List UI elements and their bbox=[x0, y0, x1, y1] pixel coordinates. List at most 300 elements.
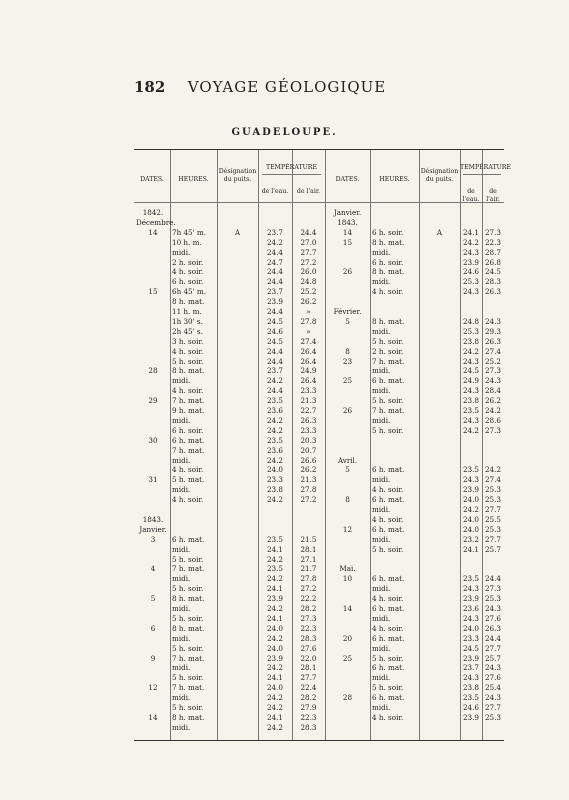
right-row-45-col-1: 5 h. soir. bbox=[372, 653, 404, 663]
left-row-48-col-4: 22.4 bbox=[300, 683, 317, 693]
left-row-42-col-1: 8 h. mat. bbox=[172, 623, 205, 633]
right-row-14-col-0: 8 bbox=[345, 346, 350, 356]
right-row-50-col-1: midi. bbox=[372, 703, 391, 712]
left-row-16-col-1: 8 h. mat. bbox=[172, 366, 205, 376]
left-row-19-col-0: 29 bbox=[148, 396, 158, 406]
left-row-13-col-1: 3 h. soir. bbox=[172, 336, 204, 346]
left-row-34-col-3: 24.1 bbox=[266, 544, 283, 554]
left-row-43-col-1: midi. bbox=[172, 633, 191, 643]
left-row-21-col-1: midi. bbox=[172, 415, 191, 425]
right-row-49-col-1: 6 h. mat. bbox=[372, 693, 405, 703]
right-row-40-col-4: 24.3 bbox=[484, 604, 501, 613]
left-row-40-col-4: 28.2 bbox=[300, 604, 317, 613]
right-row-34-col-4: 25.7 bbox=[484, 544, 501, 554]
left-row-18-col-3: 24.4 bbox=[266, 386, 283, 396]
left-row-27-col-0: 31 bbox=[148, 475, 158, 485]
right-row-2-col-0: 14 bbox=[342, 227, 353, 237]
right-row-28-col-3: 23.9 bbox=[462, 485, 479, 495]
right-row-11-col-4: 24.3 bbox=[484, 316, 501, 326]
left-row-44-col-1: 5 h. soir. bbox=[172, 643, 204, 653]
left-row-33-col-0: 3 bbox=[150, 534, 156, 544]
left-row-6-col-1: 4 h. soir. bbox=[172, 267, 204, 277]
right-row-18-col-1: midi. bbox=[372, 386, 391, 396]
right-row-47-col-3: 24.3 bbox=[462, 673, 479, 683]
right-row-3-col-1: 8 h. mat. bbox=[372, 237, 405, 247]
right-row-8-col-3: 24.3 bbox=[462, 287, 479, 297]
left-row-7-col-1: 6 h. soir. bbox=[172, 277, 204, 287]
left-row-34-col-4: 28.1 bbox=[300, 544, 317, 554]
left-row-12-col-4: » bbox=[306, 326, 311, 336]
left-row-8-col-3: 23.7 bbox=[266, 287, 283, 297]
left-row-11-col-1: 1h 30' s. bbox=[172, 316, 203, 326]
right-row-26-col-0: 5 bbox=[345, 465, 350, 475]
right-row-51-col-4: 25.3 bbox=[484, 712, 501, 722]
header-water-right: de l'eau. bbox=[462, 188, 480, 203]
left-row-29-col-4: 27.2 bbox=[300, 495, 317, 505]
right-row-13-col-1: 5 h. soir. bbox=[372, 336, 404, 346]
left-row-45-col-3: 23.9 bbox=[266, 653, 283, 663]
right-row-11-col-1: 8 h. mat. bbox=[372, 316, 405, 326]
left-row-35-col-1: 5 h. soir. bbox=[172, 554, 204, 564]
left-row-4-col-1: midi. bbox=[172, 247, 191, 257]
right-row-28-col-4: 25.3 bbox=[484, 485, 501, 495]
left-row-16-col-0: 28 bbox=[148, 366, 158, 376]
left-row-26-col-3: 24.0 bbox=[266, 465, 283, 475]
right-row-8-col-4: 26.3 bbox=[484, 287, 501, 297]
right-row-17-col-0: 25 bbox=[342, 376, 353, 386]
left-row-7-col-4: 24.8 bbox=[300, 277, 317, 287]
header-air-right: de l'air. bbox=[486, 188, 500, 203]
right-row-2-col-4: 27.3 bbox=[484, 227, 501, 237]
right-row-4-col-3: 24.3 bbox=[462, 247, 479, 257]
left-row-35-col-3: 24.2 bbox=[266, 554, 283, 564]
left-row-19-col-3: 23.5 bbox=[266, 396, 283, 406]
left-row-42-col-0: 6 bbox=[150, 623, 156, 633]
left-row-21-col-3: 24.2 bbox=[266, 415, 283, 425]
right-row-13-col-4: 26.3 bbox=[484, 336, 501, 346]
right-row-17-col-4: 24.3 bbox=[484, 376, 501, 386]
right-row-46-col-4: 24.3 bbox=[484, 663, 501, 673]
left-row-20-col-1: 9 h. mat. bbox=[172, 406, 205, 415]
left-row-26-col-1: 4 h. soir. bbox=[172, 465, 204, 475]
right-row-26-col-1: 6 h. mat. bbox=[372, 465, 405, 475]
right-row-20-col-1: 7 h. mat. bbox=[372, 406, 405, 415]
left-row-24-col-4: 20.7 bbox=[300, 445, 317, 455]
left-row-8-col-4: 25.2 bbox=[300, 287, 317, 297]
right-row-2-col-2: A bbox=[436, 227, 443, 237]
left-row-36-col-0: 4 bbox=[150, 564, 156, 574]
right-row-14-col-4: 27.4 bbox=[484, 346, 501, 356]
right-row-44-col-4: 27.7 bbox=[484, 643, 501, 653]
left-row-49-col-3: 24.2 bbox=[266, 693, 283, 703]
left-row-37-col-4: 27.8 bbox=[300, 574, 317, 584]
left-row-43-col-4: 28.3 bbox=[300, 633, 317, 643]
right-row-48-col-4: 25.4 bbox=[484, 683, 501, 693]
left-row-31-col-0: 1843. bbox=[142, 514, 164, 524]
right-row-33-col-1: midi. bbox=[372, 534, 391, 544]
right-row-3-col-3: 24.2 bbox=[462, 237, 479, 247]
left-row-0-col-0: 1842. bbox=[142, 208, 164, 217]
right-row-25-col-0: Avril. bbox=[337, 455, 358, 465]
left-row-42-col-4: 22.3 bbox=[300, 623, 317, 633]
right-row-18-col-3: 24.3 bbox=[462, 386, 479, 396]
left-row-52-col-1: midi. bbox=[172, 722, 191, 732]
left-row-5-col-4: 27.2 bbox=[300, 257, 317, 267]
right-row-14-col-1: 2 h. soir. bbox=[372, 346, 404, 356]
left-row-48-col-1: 7 h. mat. bbox=[172, 683, 205, 693]
right-row-3-col-4: 22.3 bbox=[484, 237, 501, 247]
right-row-42-col-3: 24.0 bbox=[462, 623, 479, 633]
right-row-4-col-4: 28.7 bbox=[484, 247, 501, 257]
right-row-8-col-1: 4 h. soir. bbox=[372, 287, 404, 297]
right-row-44-col-3: 24.5 bbox=[462, 643, 479, 653]
left-row-15-col-3: 24.4 bbox=[266, 356, 283, 366]
left-row-27-col-4: 21.3 bbox=[300, 475, 317, 485]
left-row-35-col-4: 27.1 bbox=[300, 554, 317, 564]
right-row-16-col-1: midi. bbox=[372, 366, 391, 376]
right-row-40-col-0: 14 bbox=[342, 604, 353, 613]
right-row-39-col-3: 23.9 bbox=[462, 594, 479, 604]
left-row-24-col-3: 23.6 bbox=[266, 445, 283, 455]
left-row-19-col-1: 7 h. mat. bbox=[172, 396, 205, 406]
left-row-22-col-3: 24.2 bbox=[266, 425, 283, 435]
left-row-27-col-1: 5 h. mat. bbox=[172, 475, 205, 485]
left-row-38-col-1: 5 h. soir. bbox=[172, 584, 204, 594]
left-row-25-col-1: midi. bbox=[172, 455, 191, 465]
left-row-14-col-3: 24.4 bbox=[266, 346, 283, 356]
left-row-2-col-0: 14 bbox=[148, 227, 158, 237]
left-row-28-col-4: 27.8 bbox=[300, 485, 317, 495]
right-row-30-col-1: midi. bbox=[372, 505, 391, 514]
right-row-10-col-0: Février. bbox=[333, 307, 362, 316]
left-row-51-col-1: 8 h. mat. bbox=[172, 712, 205, 722]
right-row-45-col-4: 25.7 bbox=[484, 653, 501, 663]
left-row-50-col-4: 27.9 bbox=[300, 703, 317, 712]
left-row-17-col-4: 26.4 bbox=[300, 376, 317, 386]
right-row-33-col-4: 27.7 bbox=[484, 534, 501, 544]
left-row-25-col-4: 26.6 bbox=[300, 455, 317, 465]
right-row-15-col-3: 24.3 bbox=[462, 356, 479, 366]
left-row-38-col-3: 24.1 bbox=[266, 584, 283, 594]
left-row-46-col-1: midi. bbox=[172, 663, 191, 673]
left-row-17-col-3: 24.2 bbox=[266, 376, 283, 386]
right-row-45-col-0: 25 bbox=[342, 653, 353, 663]
left-row-17-col-1: midi. bbox=[172, 376, 191, 386]
right-row-13-col-3: 23.8 bbox=[462, 336, 479, 346]
left-row-51-col-4: 22.3 bbox=[300, 712, 317, 722]
left-row-40-col-3: 24.2 bbox=[266, 604, 283, 613]
right-row-20-col-3: 23.5 bbox=[462, 406, 479, 415]
left-row-10-col-4: » bbox=[306, 307, 311, 316]
right-row-30-col-3: 24.2 bbox=[462, 505, 479, 514]
left-row-3-col-3: 24.2 bbox=[266, 237, 283, 247]
header-dates-left: DATES. bbox=[140, 176, 164, 183]
left-row-37-col-1: midi. bbox=[172, 574, 191, 584]
right-row-49-col-4: 24.3 bbox=[484, 693, 501, 703]
left-row-1-col-0: Décembre. bbox=[136, 217, 176, 227]
right-row-40-col-3: 23.6 bbox=[462, 604, 479, 613]
left-row-39-col-4: 22.2 bbox=[300, 594, 317, 604]
left-row-6-col-4: 26.0 bbox=[300, 267, 317, 277]
left-row-14-col-1: 4 h. soir. bbox=[172, 346, 204, 356]
left-row-47-col-4: 27.7 bbox=[300, 673, 317, 683]
right-row-32-col-4: 25.3 bbox=[484, 524, 501, 534]
left-row-13-col-4: 27.4 bbox=[300, 336, 317, 346]
left-row-11-col-3: 24.5 bbox=[266, 316, 283, 326]
left-row-6-col-3: 24.4 bbox=[266, 267, 283, 277]
left-row-10-col-3: 24.4 bbox=[266, 307, 283, 316]
right-row-15-col-0: 23 bbox=[342, 356, 353, 366]
left-row-8-col-1: 6h 45' m. bbox=[172, 287, 206, 297]
header-water-left: de l'eau. bbox=[261, 188, 289, 195]
left-row-47-col-1: 5 h. soir. bbox=[172, 673, 204, 683]
right-row-17-col-3: 24.9 bbox=[462, 376, 479, 386]
left-row-29-col-1: 4 h. soir. bbox=[172, 495, 204, 505]
left-row-4-col-4: 27.7 bbox=[300, 247, 317, 257]
left-row-12-col-1: 2h 45' s. bbox=[172, 326, 203, 336]
left-row-36-col-4: 21.7 bbox=[300, 564, 317, 574]
header-temperature-right: TEMPÉRATURE bbox=[460, 164, 511, 171]
right-row-21-col-4: 28.6 bbox=[484, 415, 501, 425]
left-row-7-col-3: 24.4 bbox=[266, 277, 283, 287]
right-row-51-col-3: 23.9 bbox=[462, 712, 479, 722]
left-row-12-col-3: 24.6 bbox=[266, 326, 283, 336]
header-hours-right: HEURES. bbox=[379, 176, 410, 183]
right-row-49-col-3: 23.5 bbox=[462, 693, 479, 703]
left-row-4-col-3: 24.4 bbox=[266, 247, 283, 257]
right-row-45-col-3: 23.9 bbox=[462, 653, 479, 663]
left-row-27-col-3: 23.3 bbox=[266, 475, 283, 485]
left-row-14-col-4: 26.4 bbox=[300, 346, 317, 356]
right-row-46-col-1: 6 h. mat. bbox=[372, 663, 405, 673]
left-row-39-col-0: 5 bbox=[150, 594, 156, 604]
left-row-41-col-3: 24.1 bbox=[266, 613, 283, 623]
left-row-21-col-4: 26.3 bbox=[300, 415, 317, 425]
right-row-48-col-3: 23.8 bbox=[462, 683, 479, 693]
right-row-31-col-4: 25.5 bbox=[484, 514, 501, 524]
left-row-5-col-3: 24.7 bbox=[266, 257, 283, 267]
right-row-26-col-3: 23.5 bbox=[462, 465, 479, 475]
right-row-27-col-4: 27.4 bbox=[484, 475, 501, 485]
right-row-19-col-4: 26.2 bbox=[484, 396, 501, 406]
right-row-41-col-1: midi. bbox=[372, 613, 391, 623]
left-row-36-col-1: 7 h. mat. bbox=[172, 564, 205, 574]
left-row-47-col-3: 24.1 bbox=[266, 673, 283, 683]
right-row-6-col-3: 24.6 bbox=[462, 267, 479, 277]
left-row-39-col-3: 23.9 bbox=[266, 594, 283, 604]
right-row-40-col-1: 6 h. mat. bbox=[372, 604, 405, 613]
left-row-19-col-4: 21.3 bbox=[300, 396, 317, 406]
left-row-9-col-4: 26.2 bbox=[300, 297, 317, 307]
left-row-33-col-3: 23.5 bbox=[266, 534, 283, 544]
right-row-5-col-3: 23.9 bbox=[462, 257, 479, 267]
right-row-33-col-3: 23.2 bbox=[462, 534, 479, 544]
right-row-41-col-4: 27.6 bbox=[484, 613, 501, 623]
right-row-38-col-3: 24.3 bbox=[462, 584, 479, 594]
left-row-16-col-3: 23.7 bbox=[266, 366, 283, 376]
right-row-3-col-0: 15 bbox=[342, 237, 353, 247]
left-row-34-col-1: midi. bbox=[172, 544, 191, 554]
left-row-3-col-4: 27.0 bbox=[300, 237, 317, 247]
left-row-33-col-1: 6 h. mat. bbox=[172, 534, 205, 544]
left-row-48-col-0: 12 bbox=[148, 683, 158, 693]
left-row-49-col-4: 28.2 bbox=[300, 693, 317, 703]
left-row-9-col-1: 8 h. mat. bbox=[172, 297, 205, 307]
left-row-2-col-4: 24.4 bbox=[300, 227, 317, 237]
header-hours-left: HEURES. bbox=[178, 176, 209, 183]
right-row-43-col-0: 20 bbox=[342, 633, 353, 643]
right-row-6-col-0: 26 bbox=[342, 267, 353, 277]
right-row-38-col-4: 27.3 bbox=[484, 584, 501, 594]
right-row-30-col-4: 27.7 bbox=[484, 505, 501, 514]
left-row-37-col-3: 24.2 bbox=[266, 574, 283, 584]
right-row-2-col-3: 24.1 bbox=[462, 227, 479, 237]
left-row-23-col-4: 20.3 bbox=[300, 435, 317, 445]
left-row-29-col-3: 24.2 bbox=[266, 495, 283, 505]
right-row-17-col-1: 6 h. mat. bbox=[372, 376, 405, 386]
right-row-29-col-3: 24.0 bbox=[462, 495, 479, 505]
right-row-37-col-1: 6 h. mat. bbox=[372, 574, 405, 584]
left-row-8-col-0: 15 bbox=[148, 287, 158, 297]
right-row-21-col-1: midi. bbox=[372, 415, 391, 425]
left-row-25-col-3: 24.2 bbox=[266, 455, 283, 465]
right-row-2-col-1: 6 h. soir. bbox=[372, 227, 404, 237]
right-row-14-col-3: 24.2 bbox=[462, 346, 479, 356]
left-row-44-col-3: 24.0 bbox=[266, 643, 283, 653]
left-row-46-col-3: 24.2 bbox=[266, 663, 283, 673]
left-row-44-col-4: 27.6 bbox=[300, 643, 317, 653]
left-row-23-col-0: 30 bbox=[148, 435, 158, 445]
right-row-39-col-4: 25.3 bbox=[484, 594, 501, 604]
temperature-table bbox=[134, 149, 511, 741]
left-row-20-col-3: 23.6 bbox=[266, 406, 283, 415]
right-row-37-col-4: 24.4 bbox=[484, 574, 501, 584]
right-row-32-col-1: 6 h. mat. bbox=[372, 524, 405, 534]
right-row-31-col-1: 4 h. soir. bbox=[372, 514, 404, 524]
running-title: VOYAGE GÉOLOGIQUE bbox=[187, 78, 387, 96]
left-row-52-col-4: 28.3 bbox=[300, 722, 317, 732]
left-row-41-col-1: 5 h. soir. bbox=[172, 613, 204, 623]
left-row-51-col-3: 24.1 bbox=[266, 712, 283, 722]
left-row-5-col-1: 2 h. soir. bbox=[172, 257, 204, 267]
left-row-28-col-1: midi. bbox=[172, 485, 191, 495]
section-title: GUADELOUPE. bbox=[231, 127, 338, 138]
left-row-40-col-1: midi. bbox=[172, 604, 191, 613]
right-row-18-col-4: 28.4 bbox=[484, 386, 501, 396]
right-row-32-col-3: 24.0 bbox=[462, 524, 479, 534]
right-row-47-col-4: 27.6 bbox=[484, 673, 501, 683]
right-row-29-col-4: 25.3 bbox=[484, 495, 501, 505]
page-header bbox=[134, 78, 440, 96]
left-row-49-col-1: midi. bbox=[172, 693, 191, 703]
left-row-20-col-4: 22.7 bbox=[300, 406, 317, 415]
left-row-33-col-4: 21.5 bbox=[300, 534, 317, 544]
header-designation-right: Désignation du puits. bbox=[420, 168, 459, 183]
right-row-6-col-1: 8 h. mat. bbox=[372, 267, 405, 277]
right-row-11-col-0: 5 bbox=[345, 316, 350, 326]
right-row-26-col-4: 24.2 bbox=[484, 465, 501, 475]
left-row-11-col-4: 27.8 bbox=[300, 316, 317, 326]
right-row-39-col-1: 4 h. soir. bbox=[372, 594, 404, 604]
header-dates-right: DATES. bbox=[335, 176, 360, 183]
right-row-12-col-4: 29.3 bbox=[484, 326, 501, 336]
left-row-3-col-1: 10 h. m. bbox=[172, 237, 202, 247]
right-row-28-col-1: 4 h. soir. bbox=[372, 485, 404, 495]
right-row-43-col-1: 6 h. mat. bbox=[372, 633, 405, 643]
left-row-18-col-4: 23.3 bbox=[300, 386, 317, 396]
right-row-34-col-1: 5 h. soir. bbox=[372, 544, 404, 554]
right-row-32-col-0: 12 bbox=[342, 524, 353, 534]
left-row-16-col-4: 24.9 bbox=[300, 366, 317, 376]
left-row-2-col-2: A bbox=[234, 227, 241, 237]
left-row-24-col-1: 7 h. mat. bbox=[172, 445, 205, 455]
right-row-0-col-0: Janvier. bbox=[333, 208, 362, 217]
left-row-13-col-3: 24.5 bbox=[266, 336, 283, 346]
left-row-45-col-4: 22.0 bbox=[300, 653, 317, 663]
left-row-52-col-3: 24.2 bbox=[266, 722, 283, 732]
right-row-20-col-0: 26 bbox=[342, 406, 353, 415]
right-row-22-col-1: 5 h. soir. bbox=[372, 425, 404, 435]
left-row-51-col-0: 14 bbox=[148, 712, 158, 722]
right-row-50-col-4: 27.7 bbox=[484, 703, 501, 712]
left-row-9-col-3: 23.9 bbox=[266, 297, 283, 307]
right-row-31-col-3: 24.0 bbox=[462, 514, 479, 524]
right-row-7-col-1: midi. bbox=[372, 277, 391, 287]
right-row-15-col-1: 7 h. mat. bbox=[372, 356, 405, 366]
left-row-45-col-1: 7 h. mat. bbox=[172, 653, 205, 663]
right-row-43-col-4: 24.4 bbox=[484, 633, 501, 643]
right-row-50-col-3: 24.6 bbox=[462, 703, 479, 712]
left-row-15-col-1: 5 h. soir. bbox=[172, 356, 204, 366]
left-row-2-col-1: 7h 45' m. bbox=[172, 227, 206, 237]
right-row-20-col-4: 24.2 bbox=[484, 406, 501, 415]
right-row-34-col-3: 24.1 bbox=[462, 544, 479, 554]
right-row-27-col-3: 24.3 bbox=[462, 475, 479, 485]
right-row-1-col-0: 1843. bbox=[337, 217, 358, 227]
right-row-44-col-1: midi. bbox=[372, 643, 391, 653]
left-row-18-col-1: 4 h. soir. bbox=[172, 386, 204, 396]
right-row-19-col-1: 5 h. soir. bbox=[372, 396, 404, 406]
left-row-42-col-3: 24.0 bbox=[266, 623, 283, 633]
right-row-29-col-1: 6 h. mat. bbox=[372, 495, 405, 505]
left-row-10-col-1: 11 h. m. bbox=[172, 307, 202, 316]
right-row-43-col-3: 23.3 bbox=[462, 633, 479, 643]
right-row-47-col-1: midi. bbox=[372, 673, 391, 683]
left-row-22-col-1: 6 h. soir. bbox=[172, 425, 204, 435]
left-row-50-col-1: 5 h. soir. bbox=[172, 703, 204, 712]
left-row-38-col-4: 27.2 bbox=[300, 584, 317, 594]
right-row-6-col-4: 24.5 bbox=[484, 267, 501, 277]
right-row-51-col-1: 4 h. soir. bbox=[372, 712, 404, 722]
left-row-26-col-4: 26.2 bbox=[300, 465, 317, 475]
right-row-11-col-3: 24.8 bbox=[462, 316, 479, 326]
right-row-16-col-3: 24.5 bbox=[462, 366, 479, 376]
right-row-16-col-4: 27.3 bbox=[484, 366, 501, 376]
right-row-22-col-3: 24.2 bbox=[462, 425, 479, 435]
right-row-12-col-3: 25.3 bbox=[462, 326, 479, 336]
left-row-36-col-3: 23.5 bbox=[266, 564, 283, 574]
right-row-46-col-3: 23.7 bbox=[462, 663, 479, 673]
left-row-32-col-0: Janvier. bbox=[139, 524, 167, 534]
right-row-19-col-3: 23.8 bbox=[462, 396, 479, 406]
left-row-2-col-3: 23.7 bbox=[266, 227, 283, 237]
left-row-28-col-3: 23.8 bbox=[266, 485, 283, 495]
left-row-50-col-3: 24.2 bbox=[266, 703, 283, 712]
left-row-22-col-4: 23.3 bbox=[300, 425, 317, 435]
page-number: 182 bbox=[134, 78, 166, 96]
right-row-41-col-3: 24.3 bbox=[462, 613, 479, 623]
right-row-37-col-0: 10 bbox=[342, 574, 353, 584]
